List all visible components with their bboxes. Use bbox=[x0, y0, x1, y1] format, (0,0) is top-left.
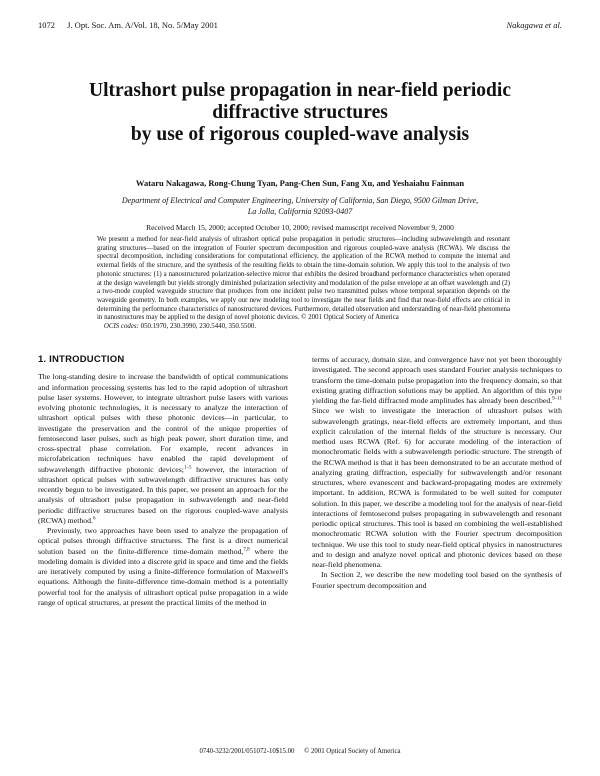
section-heading: 1. INTRODUCTION bbox=[38, 354, 125, 365]
paragraph: In Section 2, we describe the new modeling tool based on the synthesis of Fourier spectrum decomposition and bbox=[312, 570, 562, 590]
ocis-values: 050.1970, 230.3990, 230.5440, 350.5500. bbox=[140, 323, 257, 331]
author-list: Wataru Nakagawa, Rong-Chung Tyan, Pang-Chen Sun, Fang Xu, and Yeshaiahu Fainman bbox=[135, 178, 465, 188]
running-header bbox=[38, 20, 562, 32]
article-title bbox=[40, 80, 560, 146]
page-number: 1072 bbox=[38, 20, 55, 30]
abstract-text: We present a method for near-field analysis of ultrashort optical pulse propagation in periodic structures—including subwavelength and resonant grating structures—based on the integration of Fourier spectrum decomposition and rigorous coupled-wave analysis (RCWA). We discuss the spectral decomposition, including considerations for computational efficiency, the application of the RCWA method to compute the internal and external fields of the structure, and the synthesis of the resulting fields to obtain the time-domain solution. We apply this tool to the analysis of two photonic structures: (1) a nanostructured polarization-selective mirror that exhibits the desired broadband performance characteristics when operated at the design wavelength but yields strongly diminished polarization selectivity and modulation of the pulse envelope at an offset wavelength and (2) a two-mode coupled waveguide structure that produces from one incident pulse two transmitted pulses whose temporal separation depends on the waveguide geometry. In both examples, we apply our new modeling tool to investigate the near fields and find that near-field effects are critical in determining the performance characteristics of nanostructured devices. Furthermore, detailed observation and understanding of near-field phenomena in nanostructures may be applied to the design of novel photonic devices. © 2001 Optical Society of America bbox=[97, 236, 510, 322]
abstract bbox=[97, 236, 510, 332]
footer-code: 0740-3232/2001/051072-10$15.00 bbox=[199, 748, 295, 755]
affiliation-line: La Jolla, California 92093-0407 bbox=[247, 207, 353, 216]
paragraph: Previously, two approaches have been used to analyze the propagation of optical pulses through diffractive structures. The first is a direct numerical solution based on the finite-difference time-domain method,$^{7,8}$ where the modeling domain is divided into a discrete grid in space and time and the fields are iteratively computed by using a finite-difference formulation of Maxwell's equations. Although the finite-difference time-domain method is a potentially powerful tool for the analysis of ultrashort optical pulse propagation in a wide range of optical structures, at present the practical limits of the method in bbox=[38, 526, 288, 607]
page-footer bbox=[0, 748, 600, 755]
left-column bbox=[38, 355, 288, 608]
title-line: Ultrashort pulse propagation in near-field periodic bbox=[89, 80, 511, 101]
received-dates: Received March 15, 2000; accepted October 10, 2000; revised manuscript received November 9, 2000 bbox=[146, 223, 454, 232]
right-column bbox=[312, 355, 562, 591]
affiliation-line: Department of Electrical and Computer Engineering, University of California, San Diego, 9500 Gilman Drive, bbox=[121, 196, 479, 205]
ocis-codes bbox=[97, 323, 510, 332]
footer-copyright: © 2001 Optical Society of America bbox=[304, 748, 401, 755]
header-left bbox=[38, 20, 218, 30]
paragraph: terms of accuracy, domain size, and convergence have not yet been thoroughly investigated. The second approach uses standard Fourier analysis techniques to transform the time-domain pulse propagation into the frequency domain, so that existing grating diffraction solutions may be applied. An algorithm of this type yielding the far-field diffracted mode amplitudes has already been described.$^{9-11}$ Since we wish to investigate the interaction of ultrashort pulses with subwavelength gratings, near-field effects are extremely important, and thus explicit calculation of the internal fields of the structure is necessary. Our method uses RCWA (Ref. 6) for accurate modeling of the interaction of monochromatic fields with a subwavelength periodic structure. The strength of the RCWA method is that it has been demonstrated to be an accurate method of analyzing grating diffraction, especially for subwavelength and/or resonant structures, where evanescent and backward-propagating modes are extremely important. In addition, RCWA is formulated to be well suited for computer solution. In this paper, we describe a modeling tool for the analysis of near-field interactions of femtosecond pulses propagating in subwavelength and resonant periodic optical structures. This tool is based on combining the well-established monochromatic RCWA solution with the Fourier spectrum decomposition technique. We use this tool to study near-field optical physics in nanostructures and to design and analyze novel optical and photonic devices based on these near-field phenomena. bbox=[312, 355, 562, 569]
header-authors: Nakagawa et al. bbox=[506, 20, 562, 30]
affiliation bbox=[40, 195, 560, 217]
journal-citation: J. Opt. Soc. Am. A/Vol. 18, No. 5/May 2001 bbox=[67, 20, 218, 30]
paragraph: The long-standing desire to increase the bandwidth of optical communications and information processing systems has led to the rapid adoption of ultrashort pulse laser systems. However, to integrate ultrashort pulse lasers with various evolving photonic technologies, it is necessary to analyze the interaction of ultrashort optical pulses with these photonic devices—in particular, to investigate the preservation and the control of the unique properties of femtosecond laser pulses, such as high peak power, short duration time, and cross-spectral phase correlation. For example, recent advances in microfabrication techniques have enabled the rapid development of subwavelength diffractive photonic devices;$^{1-5}$ however, the interaction of ultrashort optical pulses with subwavelength diffractive structures has only recently begun to be investigated. In this paper, we present an approach for the analysis of ultrashort pulse propagation in subwavelength and near-field periodic diffractive structures based on the rigorous coupled-wave analysis (RCWA) method.$^6$ bbox=[38, 372, 288, 525]
title-line: diffractive structures bbox=[212, 102, 388, 123]
title-line: by use of rigorous coupled-wave analysis bbox=[130, 124, 470, 145]
ocis-label: OCIS codes: bbox=[103, 323, 139, 331]
